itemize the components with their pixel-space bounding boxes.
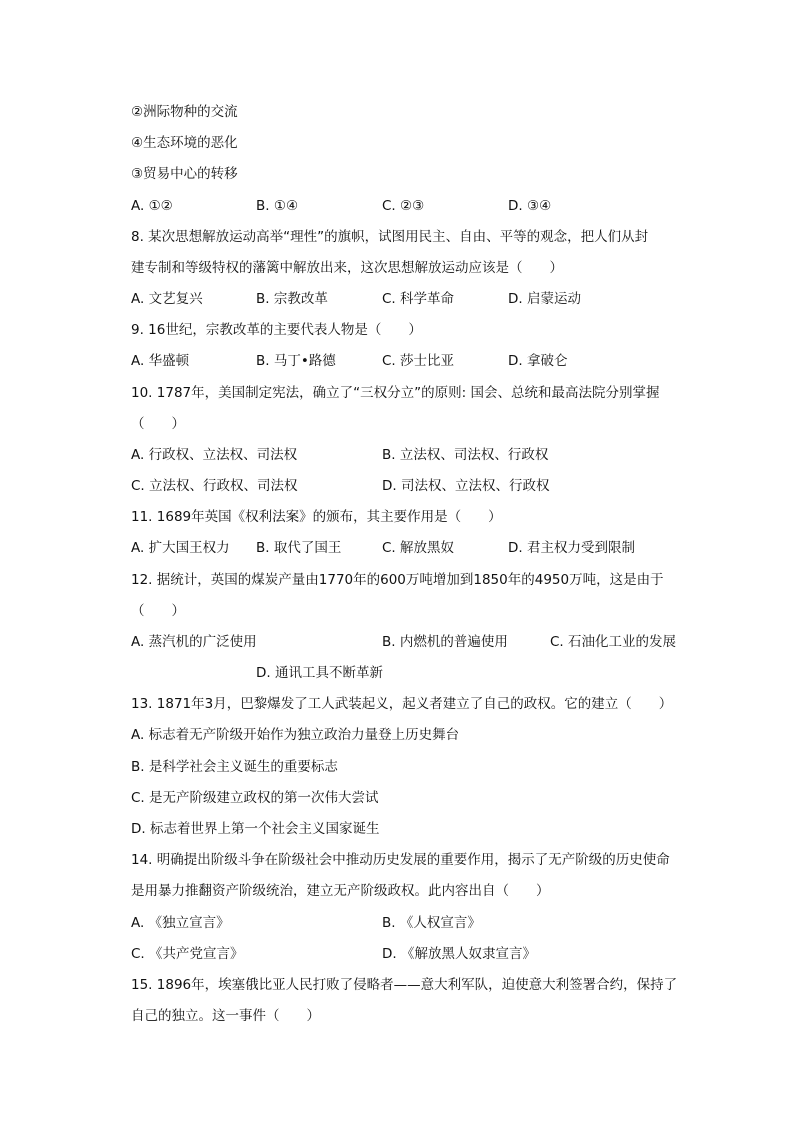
q11-option-a: A. 扩大国王权力 [131, 540, 230, 556]
q15-stem-line2: 自己的独立。这一事件（ ） [131, 1008, 320, 1024]
q10-stem-line1: 10. 1787年，美国制定宪法，确立了“三权分立”的原则: 国会、总统和最高法院分别掌握 [131, 385, 660, 401]
q11-option-d: D. 君主权力受到限制 [508, 540, 635, 556]
q12-option-d: D. 通讯工具不断革新 [256, 665, 383, 681]
prev-option-c: C. ②③ [382, 198, 425, 214]
q10-option-b: B. 立法权、司法权、行政权 [382, 447, 549, 463]
q8-stem-line1: 8. 某次思想解放运动高举“理性”的旗帜，试图用民主、自由、平等的观念，把人们从封 [131, 229, 649, 245]
q14-stem-line1: 14. 明确提出阶级斗争在阶级社会中推动历史发展的重要作用，揭示了无产阶级的历史使命 [131, 852, 670, 868]
q12-option-b: B. 内燃机的普遍使用 [382, 634, 508, 650]
q8-option-a: A. 文艺复兴 [131, 291, 203, 307]
q11-option-b: B. 取代了国王 [256, 540, 342, 556]
q14-option-c: C. 《共产党宣言》 [131, 946, 244, 962]
q10-option-c: C. 立法权、行政权、司法权 [131, 478, 298, 494]
q12-stem-line1: 12. 据统计，英国的煤炭产量由1770年的600万吨增加到1850年的4950万吨，这是由于 [131, 572, 664, 588]
q13-option-c: C. 是无产阶级建立政权的第一次伟大尝试 [131, 790, 379, 806]
q9-option-c: C. 莎士比亚 [382, 353, 455, 369]
q14-stem-line2: 是用暴力推翻资产阶级统治，建立无产阶级政权。此内容出自（ ） [131, 883, 550, 899]
q13-stem: 13. 1871年3月，巴黎爆发了工人武装起义，起义者建立了自己的政权。它的建立（ ） [131, 696, 673, 712]
q10-option-d: D. 司法权、立法权、行政权 [382, 478, 550, 494]
q8-option-c: C. 科学革命 [382, 291, 455, 307]
q14-option-b: B. 《人权宣言》 [382, 915, 481, 931]
q12-stem-line2: （ ） [131, 603, 185, 619]
q15-stem-line1: 15. 1896年，埃塞俄比亚人民打败了侵略者——意大利军队，迫使意大利签署合约，保持了 [131, 977, 678, 993]
prev-option-d: D. ③④ [508, 198, 552, 214]
q14-option-d: D. 《解放黑人奴隶宣言》 [382, 946, 536, 962]
q14-option-a: A. 《独立宣言》 [131, 915, 230, 931]
q10-stem-line2: （ ） [131, 416, 185, 432]
q8-option-d: D. 启蒙运动 [508, 291, 581, 307]
q8-option-b: B. 宗教改革 [256, 291, 328, 307]
q13-option-a: A. 标志着无产阶级开始作为独立政治力量登上历史舞台 [131, 727, 460, 743]
q12-option-c: C. 石油化工业的发展 [550, 634, 677, 650]
q9-option-a: A. 华盛顿 [131, 353, 190, 369]
prev-item-4: ④生态环境的恶化 [131, 135, 238, 151]
q8-stem-line2: 建专制和等级特权的藩篱中解放出来，这次思想解放运动应该是（ ） [131, 260, 563, 276]
q13-option-d: D. 标志着世界上第一个社会主义国家诞生 [131, 821, 380, 837]
q12-option-a: A. 蒸汽机的广泛使用 [131, 634, 257, 650]
prev-item-3: ③贸易中心的转移 [131, 166, 238, 182]
q11-option-c: C. 解放黑奴 [382, 540, 455, 556]
q11-stem: 11. 1689年英国《权利法案》的颁布，其主要作用是（ ） [131, 509, 502, 525]
q9-option-b: B. 马丁•路德 [256, 353, 336, 369]
prev-option-a: A. ①② [131, 198, 173, 214]
prev-option-b: B. ①④ [256, 198, 299, 214]
q13-option-b: B. 是科学社会主义诞生的重要标志 [131, 759, 338, 775]
prev-item-2: ②洲际物种的交流 [131, 104, 238, 120]
q10-option-a: A. 行政权、立法权、司法权 [131, 447, 298, 463]
q9-stem: 9. 16世纪，宗教改革的主要代表人物是（ ） [131, 322, 422, 338]
q9-option-d: D. 拿破仑 [508, 353, 568, 369]
